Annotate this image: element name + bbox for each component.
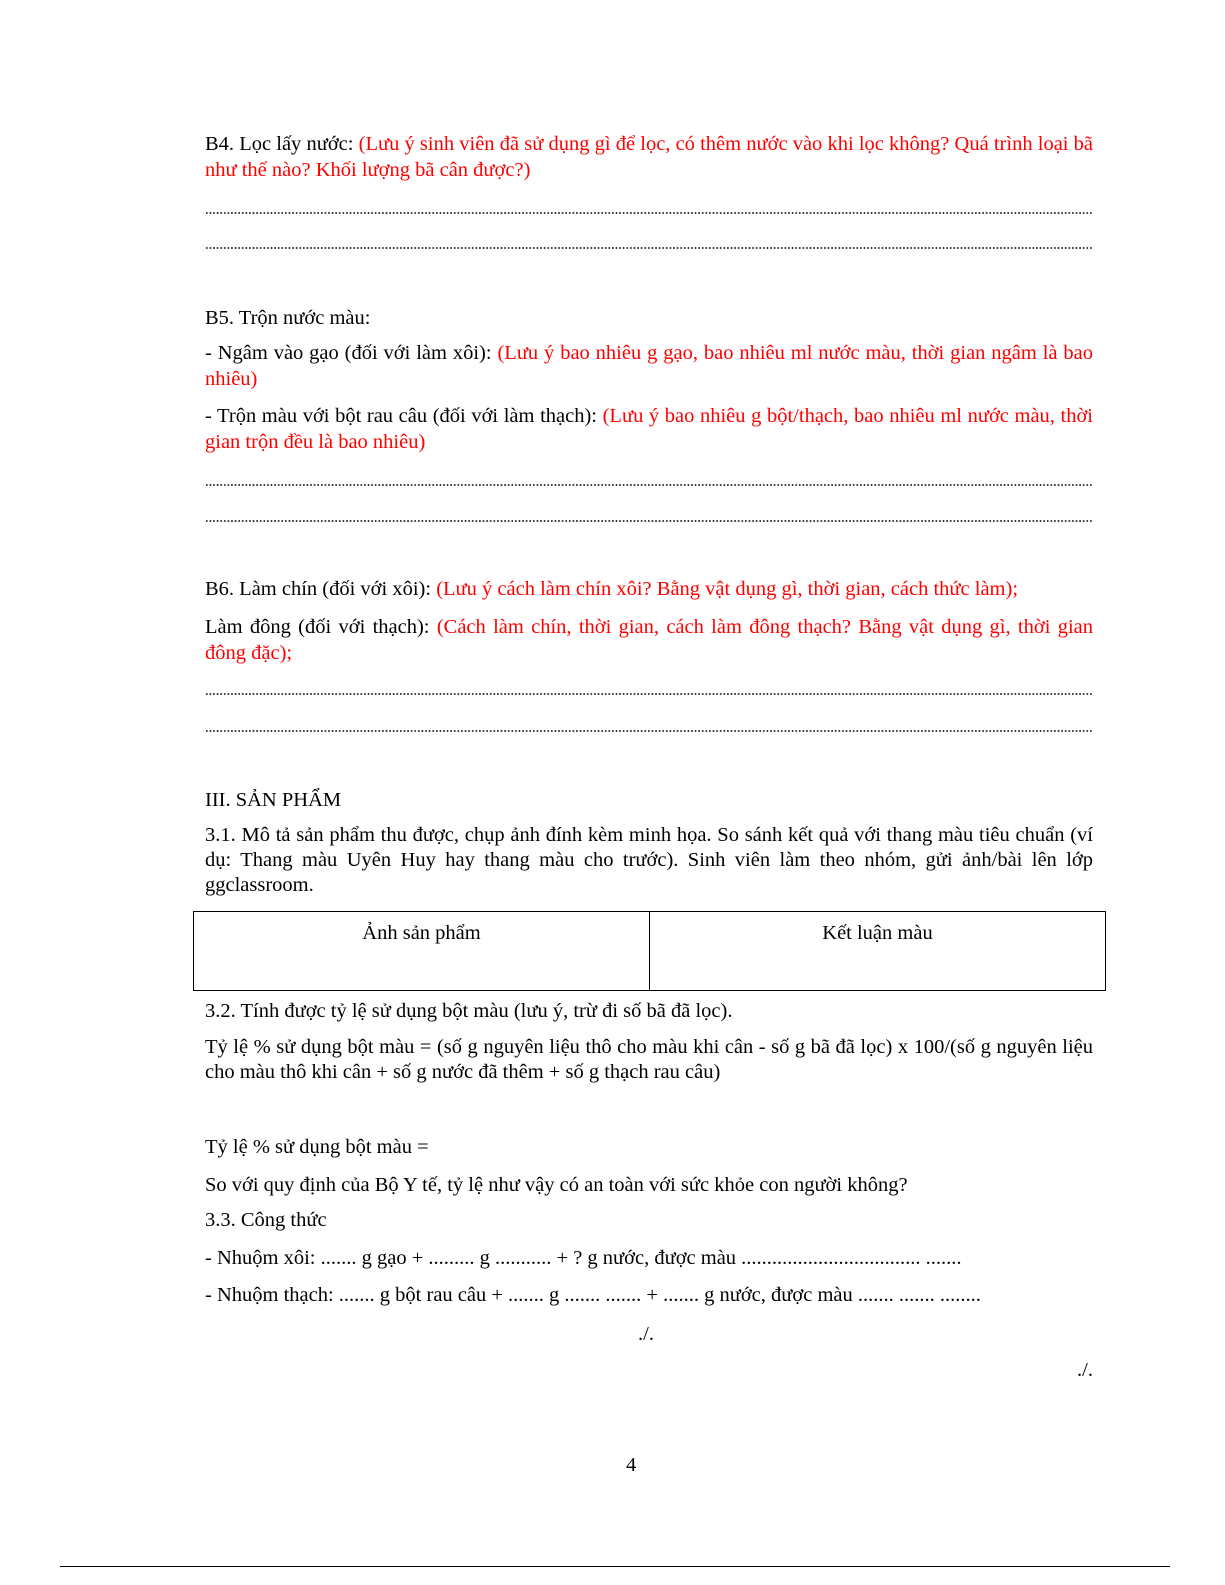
b6-line2-note: (Cách làm chín, thời gian, cách làm đông thạch? Bằng vật dụng gì, thời gian đông đặc); [205, 616, 1093, 664]
ratio-line: Tỷ lệ % sử dụng bột màu = [205, 1136, 429, 1158]
b5-item2-note: (Lưu ý bao nhiêu g bột/thạch, bao nhiêu ml nước màu, thời gian trộn đều là bao nhiêu) [205, 405, 1094, 453]
b6-line1-note: (Lưu ý cách làm chín xôi? Bằng vật dụng gì, thời gian, cách thức làm); [436, 578, 1019, 600]
b4-paragraph [205, 131, 1093, 183]
section-3-1-paragraph: 3.1. Mô tả sản phẩm thu được, chụp ảnh đính kèm minh họa. So sánh kết quả với thang màu tiêu chuẩn (ví dụ: Thang màu Uyên Huy hay thang màu cho trước). Sinh viên làm theo nhóm, gửi ảnh/bài lên lớp ggclassroom. [205, 824, 1093, 896]
section-3-heading: III. SẢN PHẨM [205, 789, 342, 811]
b5-title: B5. Trộn nước màu: [205, 307, 371, 329]
b4-label: B4. Lọc lấy nước: [205, 133, 359, 155]
b6-line2 [205, 614, 1093, 666]
answer-line [205, 484, 1093, 486]
b5-item2-label: - Trộn màu với bột rau câu (đối với làm thạch): [205, 405, 603, 427]
b6-line1 [205, 576, 1093, 602]
answer-line [205, 247, 1093, 249]
answer-line [205, 212, 1093, 214]
b5-item1-label: - Ngâm vào gạo (đối với làm xôi): [205, 342, 498, 364]
table-header-product-photo: Ảnh sản phẩm [362, 922, 481, 944]
section-3-2-paragraph: 3.2. Tính được tỷ lệ sử dụng bột màu (lưu ý, trừ đi số bã đã lọc). [205, 1000, 733, 1022]
end-mark-right: ./. [1077, 1359, 1093, 1381]
table-header-color-conclusion: Kết luận màu [649, 912, 1105, 990]
b5-item-jelly [205, 403, 1093, 455]
b6-line1-label: B6. Làm chín (đối với xôi): [205, 578, 437, 600]
page-number: 4 [626, 1454, 637, 1476]
formula-xoi: - Nhuộm xôi: ....... g gạo + ......... g ........... + ? g nước, được màu ................................... ....... [205, 1247, 962, 1269]
end-mark-center: ./. [638, 1323, 654, 1345]
b5-item-rice [205, 340, 1093, 392]
answer-line [205, 730, 1093, 732]
formula-paragraph: Tỷ lệ % sử dụng bột màu = (số g nguyên liệu thô cho màu khi cân - số g bã đã lọc) x 100/(số g nguyên liệu cho màu thô khi cân + số g nước đã thêm + số g thạch rau câu) [205, 1036, 1093, 1083]
b6-line2-label: Làm đông (đối với thạch): [205, 616, 437, 638]
answer-line [205, 693, 1093, 695]
section-3-3-heading: 3.3. Công thức [205, 1209, 327, 1231]
b5-item1-note: (Lưu ý bao nhiêu g gạo, bao nhiêu ml nước màu, thời gian ngâm là bao nhiêu) [205, 342, 1094, 390]
b4-note: (Lưu ý sinh viên đã sử dụng gì để lọc, có thêm nước vào khi lọc không? Quá trình loại bã như thế nào? Khối lượng bã cân được?) [205, 133, 1093, 181]
bottom-rule [60, 1566, 1170, 1567]
safety-question: So với quy định của Bộ Y tế, tỷ lệ như vậy có an toàn với sức khỏe con người không? [205, 1174, 908, 1196]
formula-thach: - Nhuộm thạch: ....... g bột rau câu + ....... g ....... ....... + ....... g nước, được màu ....... ....... ........ [205, 1284, 981, 1306]
answer-line [205, 520, 1093, 522]
product-table [193, 911, 1106, 991]
